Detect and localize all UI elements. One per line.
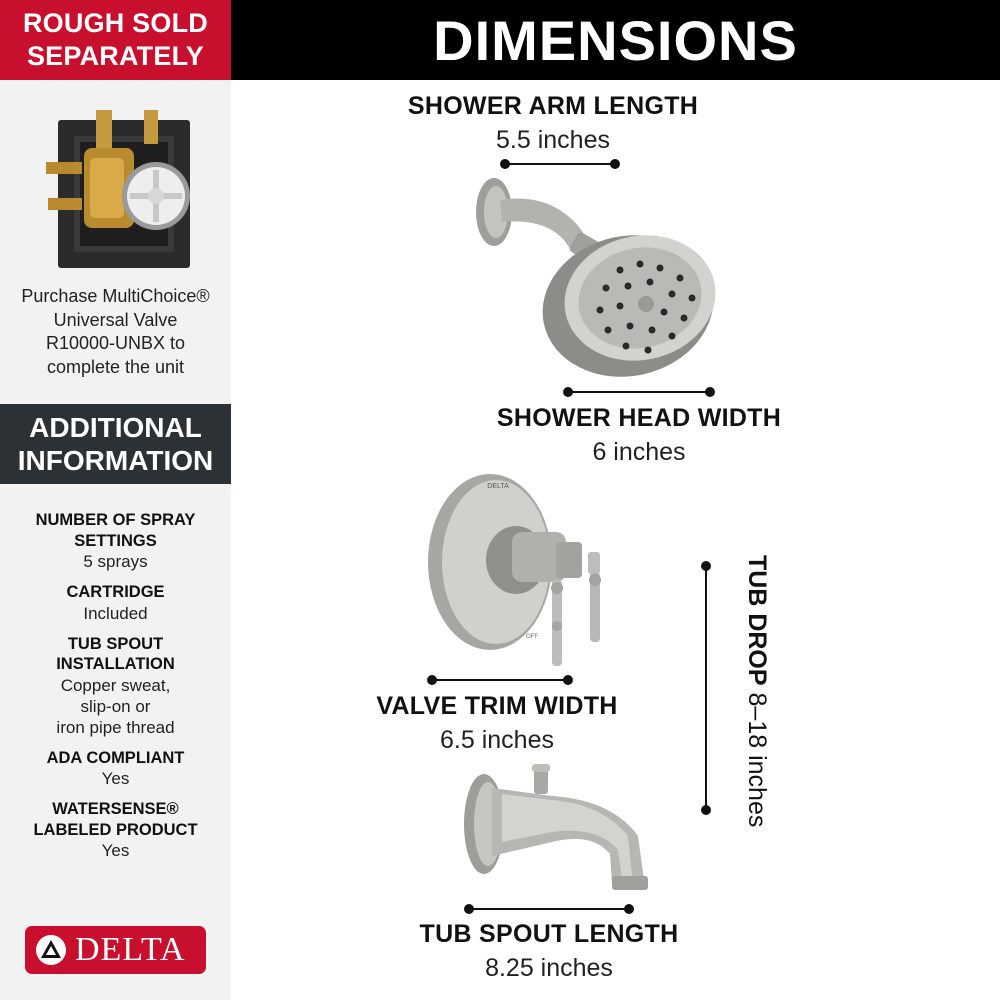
- additional-information-banner: [0, 404, 231, 484]
- info-item-cartridge: [0, 582, 231, 624]
- info-label: WATERSENSE®: [52, 800, 179, 818]
- page-title: DIMENSIONS: [433, 8, 798, 72]
- additional-info-list: [0, 510, 231, 871]
- shower-arm-dimension: [393, 92, 713, 155]
- info-label: ADA COMPLIANT: [46, 748, 185, 767]
- info-value: Yes: [101, 769, 130, 788]
- rough-in-valve-image: [44, 100, 194, 275]
- valve-trim-dimension: [358, 692, 636, 755]
- info-label: TUB SPOUT: [67, 634, 164, 653]
- shower-head-image: [470, 178, 720, 388]
- info-value: 5 sprays: [83, 552, 148, 571]
- trim-off-text: OFF: [526, 634, 538, 640]
- dimension-title: SHOWER HEAD WIDTH: [496, 404, 782, 432]
- dimension-value: 8.25 inches: [485, 954, 613, 982]
- shower-head-dimension: [480, 404, 798, 467]
- shower-arm-dimension-line: [505, 163, 615, 165]
- tub-spout-dimension: [408, 920, 690, 983]
- info-item-spray-settings: [0, 510, 231, 572]
- dimension-value: 8–18 inches: [743, 692, 771, 828]
- delta-logo: [25, 926, 206, 974]
- purchase-line: complete the unit: [46, 356, 185, 377]
- additional-header-line-1: ADDITIONAL: [29, 412, 202, 443]
- tub-spout-dimension-line: [469, 908, 629, 910]
- info-value: iron pipe thread: [56, 717, 175, 737]
- rough-sold-separately-banner: [0, 0, 231, 80]
- dimension-value: 5.5 inches: [496, 126, 610, 154]
- tub-drop-dimension-line: [705, 566, 707, 810]
- valve-trim-image: [428, 470, 618, 670]
- dimension-title: TUB SPOUT LENGTH: [419, 920, 679, 948]
- purchase-line: R10000-UNBX to: [45, 333, 186, 353]
- shower-head-dimension-line: [568, 391, 710, 393]
- delta-triangle-icon: [35, 934, 67, 966]
- info-label: SETTINGS: [74, 531, 157, 550]
- info-label: INSTALLATION: [56, 655, 175, 673]
- info-value: Yes: [101, 841, 130, 860]
- info-label: LABELED PRODUCT: [33, 820, 198, 839]
- trim-brand-text: DELTA: [487, 483, 509, 490]
- rough-header-line-2: SEPARATELY: [26, 41, 205, 71]
- purchase-note: [0, 285, 231, 379]
- info-value: Included: [83, 603, 148, 623]
- dimension-value: 6.5 inches: [440, 726, 554, 754]
- valve-trim-dimension-line: [432, 679, 568, 681]
- rough-header-line-1: ROUGH SOLD: [22, 8, 208, 38]
- purchase-line: Purchase MultiChoice®: [21, 286, 210, 306]
- tub-drop-dimension: [731, 555, 771, 835]
- purchase-line: Universal Valve: [53, 309, 178, 330]
- delta-logo-text: DELTA: [75, 931, 186, 968]
- info-label: CARTRIDGE: [66, 583, 165, 601]
- info-item-tub-spout-installation: [0, 634, 231, 738]
- dimension-title: VALVE TRIM WIDTH: [376, 692, 618, 720]
- dimension-title: TUB DROP: [743, 555, 771, 686]
- info-item-ada-compliant: [0, 748, 231, 790]
- info-label: NUMBER OF SPRAY: [35, 511, 196, 529]
- info-item-watersense: [0, 799, 231, 861]
- dimensions-banner: [231, 0, 1000, 80]
- dimension-title: SHOWER ARM LENGTH: [407, 92, 699, 120]
- dimension-value: 6 inches: [592, 438, 686, 466]
- tub-spout-image: [462, 760, 662, 900]
- info-value: Copper sweat,: [60, 675, 171, 695]
- info-value: slip-on or: [80, 696, 151, 716]
- additional-header-line-2: INFORMATION: [17, 445, 214, 476]
